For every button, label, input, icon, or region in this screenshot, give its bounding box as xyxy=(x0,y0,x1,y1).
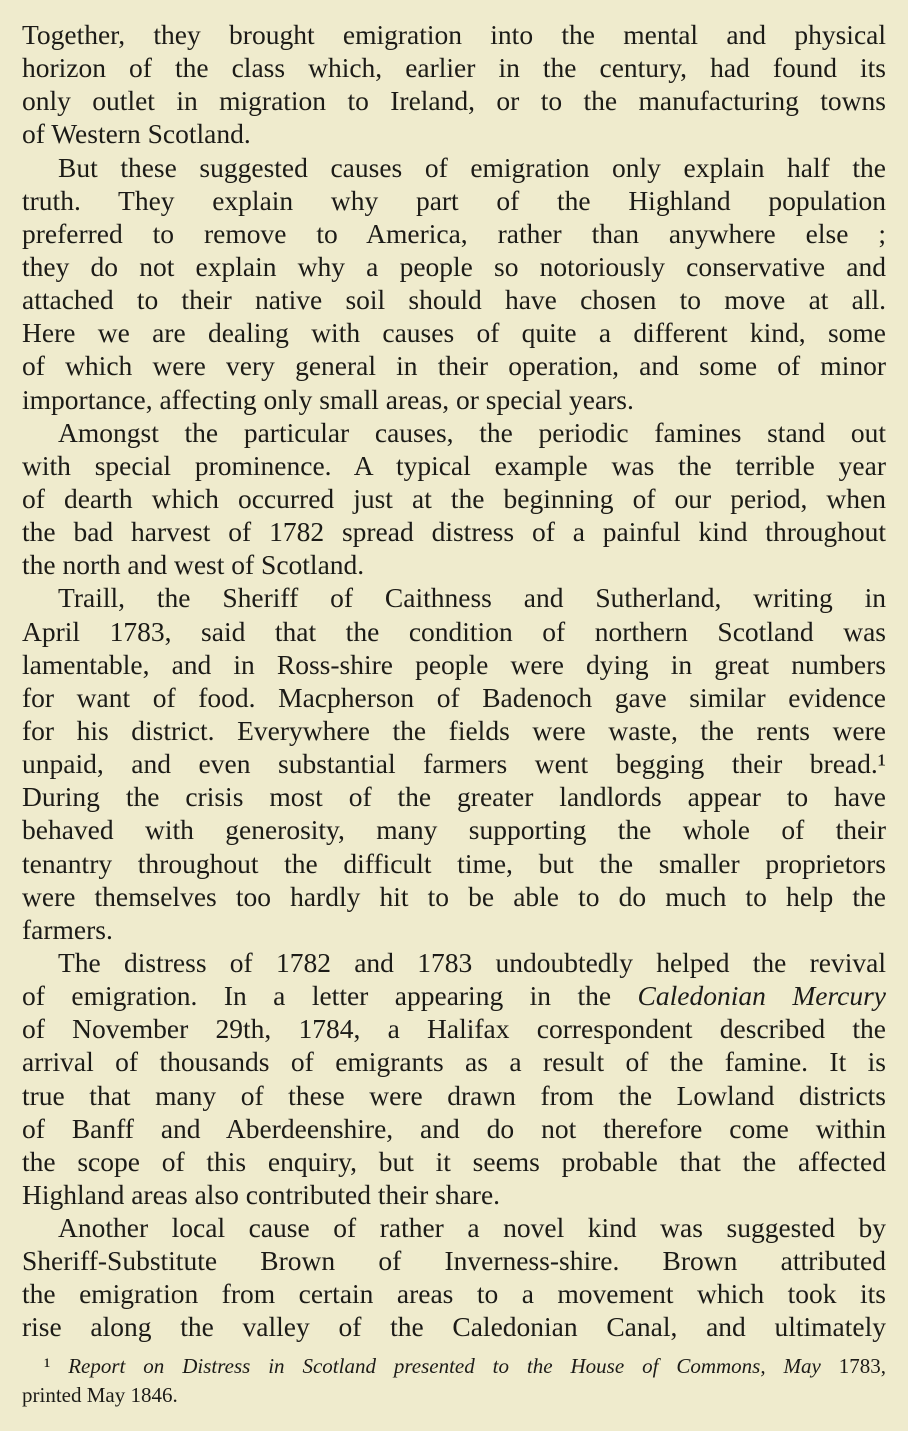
paragraph xyxy=(22,1211,886,1344)
text-line: the bad harvest of 1782 spread distress of a painful kind throughout xyxy=(22,516,886,548)
text-line: they do not explain why a people so notoriously conservative and xyxy=(22,250,886,282)
text-line: rise along the valley of the Caledonian Canal, and ultimately xyxy=(22,1311,886,1343)
text-line: only outlet in migration to Ireland, or to the manufacturing towns xyxy=(22,85,886,117)
page-body xyxy=(22,18,886,1344)
text-line: During the crisis most of the greater landlords appear to have xyxy=(22,781,886,813)
text-line: of dearth which occurred just at the beginning of our period, when xyxy=(22,482,886,514)
text-line: Another local cause of rather a novel kind was suggested by xyxy=(58,1212,886,1244)
text-line: with special prominence. A typical example was the terrible year xyxy=(22,449,886,481)
italic-text: Caledonian Mercury xyxy=(637,980,886,1012)
text-line: Sheriff-Substitute Brown of Inverness-shire. Brown attributed xyxy=(22,1245,886,1277)
text-line: preferred to remove to America, rather than anywhere else ; xyxy=(22,217,886,249)
text-line: But these suggested causes of emigration only explain half the xyxy=(58,151,886,183)
text-line: farmers. xyxy=(22,913,113,945)
text-line: of which were very general in their operation, and some of minor xyxy=(22,350,886,382)
text-segment: 1783, xyxy=(820,1354,886,1378)
text-line: of Banff and Aberdeenshire, and do not therefore come within xyxy=(22,1112,886,1144)
text-line: Here we are dealing with causes of quite a different kind, some xyxy=(22,317,886,349)
text-line: truth. They explain why part of the Highland population xyxy=(22,184,886,216)
text-line: true that many of these were drawn from the Lowland districts xyxy=(22,1079,886,1111)
paragraph xyxy=(22,581,886,946)
footnote-line xyxy=(22,1352,886,1381)
text-line: Highland areas also contributed their share. xyxy=(22,1178,501,1210)
text-line: of Western Scotland. xyxy=(22,118,251,150)
text-line: behaved with generosity, many supporting the whole of their xyxy=(22,814,886,846)
text-line: lamentable, and in Ross-shire people were dying in great numbers xyxy=(22,648,886,680)
text-line: for want of food. Macpherson of Badenoch gave similar evidence xyxy=(22,681,886,713)
text-line: tenantry throughout the difficult time, but the smaller proprietors xyxy=(22,847,886,879)
text-segment: ¹ xyxy=(44,1354,69,1378)
text-line: The distress of 1782 and 1783 undoubtedly helped the revival xyxy=(58,946,886,978)
text-line: the scope of this enquiry, but it seems probable that the affected xyxy=(22,1145,886,1177)
text-line: for his district. Everywhere the fields were waste, the rents were xyxy=(22,714,886,746)
text-line: arrival of thousands of emigrants as a result of the famine. It is xyxy=(22,1046,886,1078)
text-line: attached to their native soil should have chosen to move at all. xyxy=(22,284,886,316)
text-segment: of emigration. In a letter appearing in the xyxy=(22,980,638,1012)
text-line: were themselves too hardly hit to be able to do much to help the xyxy=(22,880,886,912)
paragraph xyxy=(22,151,886,416)
paragraph xyxy=(22,18,886,151)
text-line: the north and west of Scotland. xyxy=(22,549,365,581)
footnote-line: printed May 1846. xyxy=(22,1383,178,1407)
text-line: Amongst the particular causes, the periodic famines stand out xyxy=(58,416,886,448)
text-line: the emigration from certain areas to a movement which took its xyxy=(22,1278,886,1310)
text-line xyxy=(22,979,886,1012)
text-line: of November 29th, 1784, a Halifax correspondent described the xyxy=(22,1013,886,1045)
text-line: April 1783, said that the condition of northern Scotland was xyxy=(22,615,886,647)
text-line: Traill, the Sheriff of Caithness and Sutherland, writing in xyxy=(58,582,886,614)
paragraph xyxy=(22,946,886,1211)
text-line: horizon of the class which, earlier in the century, had found its xyxy=(22,52,886,84)
text-line: unpaid, and even substantial farmers went begging their bread.¹ xyxy=(22,748,886,780)
italic-text: Report on Distress in Scotland presented to the House of Commons, May xyxy=(68,1354,821,1378)
text-line: importance, affecting only small areas, or special years. xyxy=(22,383,634,415)
footnote xyxy=(22,1352,886,1410)
text-line: Together, they brought emigration into the mental and physical xyxy=(22,19,886,50)
paragraph xyxy=(22,416,886,582)
footnotes xyxy=(22,1352,886,1410)
